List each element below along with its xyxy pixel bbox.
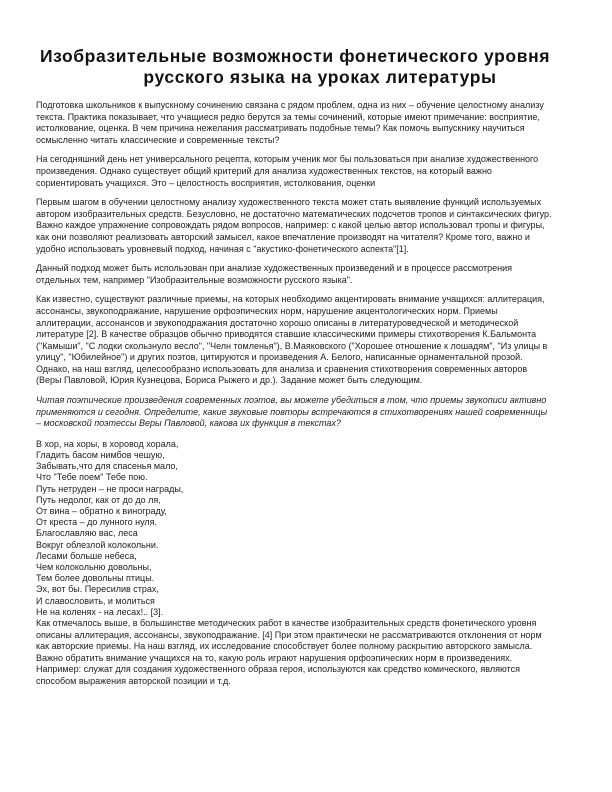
- poem-line: От креста – до лунного нуля.: [36, 517, 158, 528]
- poem-line: Путь нетруден – не проси награды,: [36, 483, 184, 494]
- paragraph: На сегодняшний день нет универсального рецепта, которым ученик мог бы пользоваться при анализе художественного произведения. Однако существует общий критерий для анализа художественных текстов, на который важно сориентировать учащихся. Это – целостность восприятия, истолкования, оценки: [36, 154, 539, 188]
- paragraph: Как известно, существуют различные приемы, на которых необходимо акцентировать внимание учащихся: аллитерация, ассонансы, звукоподражание, нарушение орфоэпических норм, нарушение акцентологических норм. Приемы аллитерации, ассонансов и звукоподражания достаточно хорошо описаны в литературоведческой и методической литературе [2]. В качестве образцов обычно приводятся ставшие классическими примеры стихотворения К.Бальмонта ("Камыши", "С лодки скользнуло весло", "Челн томленья"), В.Маяковского ("Хорошее отношение к лошадям", "Из улицы в улицу", "Юбилейное") и других поэтов, цитируются и произведения А. Белого, написанные орнаментальной прозой. Однако, на наш взгляд, целесообразно использовать для анализа и сравнения стихотворения современных авторов (Веры Павловой, Юрия Кузнецова, Бориса Рыжего и др.). Задание может быть следующим.: [36, 294, 548, 386]
- poem-line: Эх, вот бы. Пересилив страх,: [36, 584, 159, 595]
- paragraph: Подготовка школьников к выпускному сочинению связана с рядом проблем, одна из них – обучение целостному анализу текста. Практика показывает, что учащиеся редко берутся за темы сочинений, которые имеют примечание: восприятие, истолкование, оценка. В чем причина нежелания рассматривать подобные темы? Как помочь выпускнику научиться осмысленно читать классические и современные тексты?: [36, 100, 544, 145]
- poem-line: Благославляю вас, леса: [36, 528, 138, 539]
- closing-paragraph: Как отмечалось выше, в большинстве методических работ в качестве изобразительных средств фонетического уровня описаны аллитерация, ассонансы, звукоподражание. [4] При этом практически не рассматриваются отклонения от норм как авторские приемы. На наш взгляд, их исследование способствует более полному раскрытию авторского замысла. Важно обратить внимание учащихся на то, какую роль играют нарушения орфоэпических норм в произведениях. Например: служат для создания художественного образа героя, используются как средство комического, являются способом выражения авторской позиции и т.д.: [36, 618, 542, 687]
- poem-line: В хор, на хоры, в хоровод хорала,: [36, 438, 179, 449]
- title-line-1: Изобразительные возможности фонетического уровня: [39, 46, 551, 66]
- poem: [36, 439, 554, 618]
- poem-line: От вина – обратно к винограду,: [36, 506, 167, 517]
- paragraph: Первым шагом в обучении целостному анализу художественного текста может стать выявление функций используемых автором изобразительных средств. Безусловно, не достаточно математических подсчетов тропов и синтаксических фигур. Важно каждое упражнение сопровождать рядом вопросов, например: с какой целью автор использовал тропы и фигуры, как они позволяют реализовать авторский замысел, какое впечатление производят на читателя? Кроме того, важно и удобно использовать уровневый подход, начиная с "акустико-фонетического аспекта"[1].: [36, 197, 552, 254]
- poem-line: И славословить, и молиться: [36, 595, 155, 606]
- paragraph: Данный подход может быть использован при анализе художественных произведений и в процессе рассмотрения отдельных тем, например "Изобразительные возможности русского языка".: [36, 263, 513, 285]
- poem-line: Вокруг облезлой колокольни.: [36, 539, 159, 550]
- poem-line: Лесами больше небеса,: [36, 550, 137, 561]
- poem-line: Не на коленях - на лесах!.. [3].: [36, 606, 164, 617]
- poem-line: Забывать,что для спасенья мало,: [36, 461, 178, 472]
- title-line-2: русского языка на уроках литературы: [143, 67, 497, 87]
- poem-line: Чем колокольню довольны,: [36, 562, 152, 573]
- poem-line: Гладить басом нимбов чешую,: [36, 450, 165, 461]
- assignment-question: Читая поэтические произведения современных поэтов, вы можете убедиться в том, что приемы звукописи активно применяются и сегодня. Определите, какие звуковые повторы встречаются в стихотворениях нашей современницы – московской поэтессы Веры Павловой, какова их функция в текстах?: [36, 395, 548, 429]
- poem-line: Путь недолог, как от до до ля,: [36, 494, 161, 505]
- page-title: [36, 46, 554, 88]
- poem-line: Что "Тебе поем" Тебе пою.: [36, 472, 148, 483]
- poem-line: Тем более довольны птицы.: [36, 573, 155, 584]
